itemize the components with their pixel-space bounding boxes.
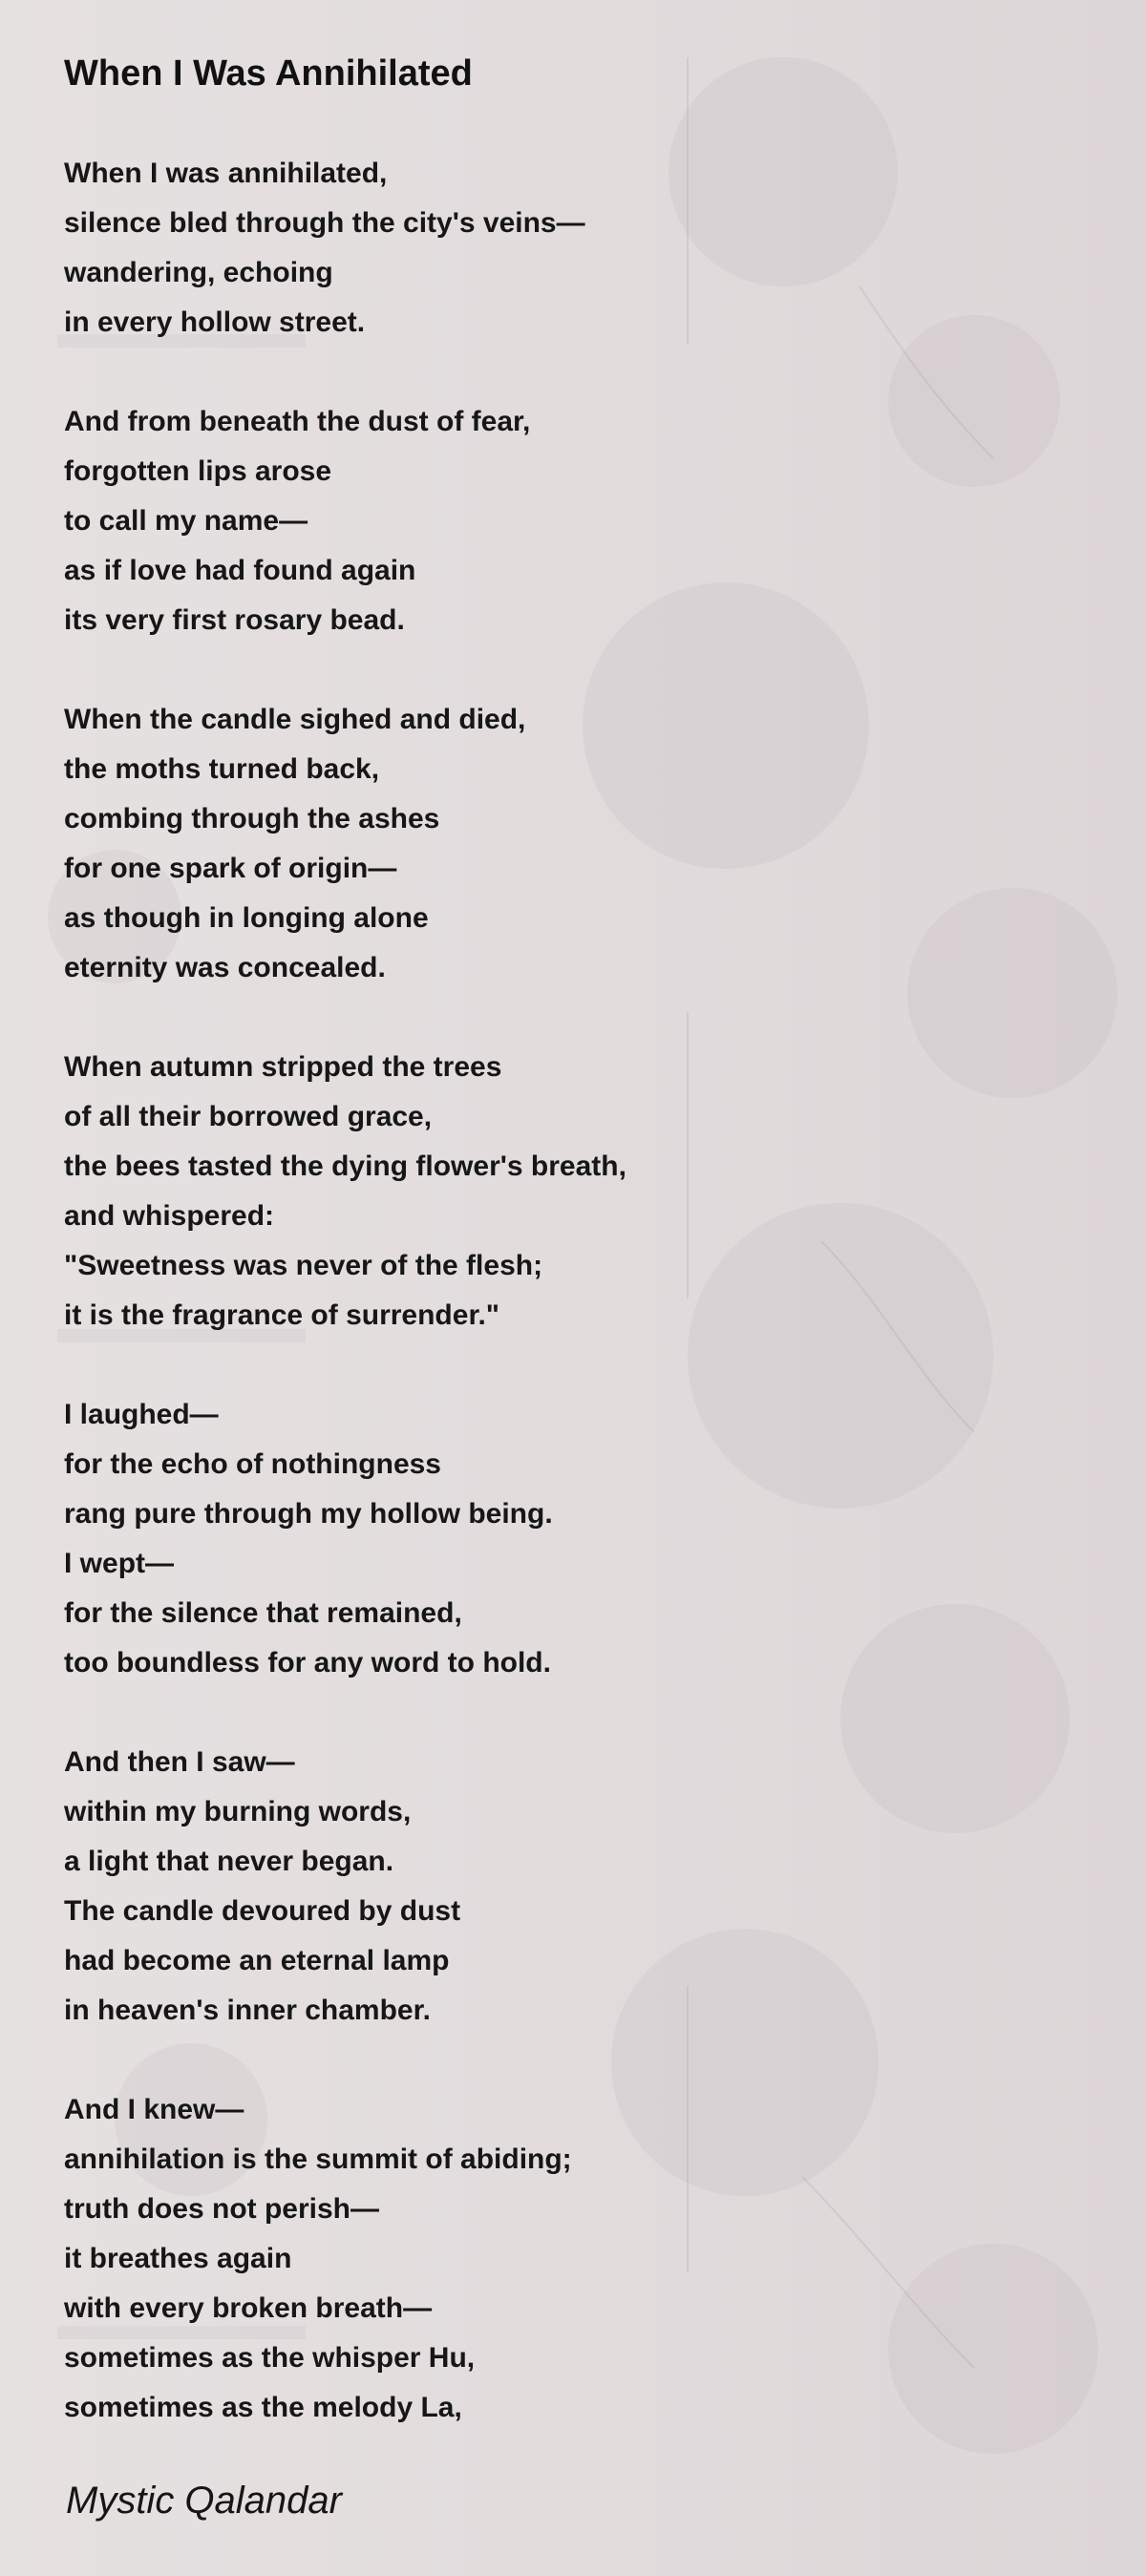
poem-line: wandering, echoing [64,257,333,288]
poem-line: And I knew— [64,2094,244,2125]
poem-line: and whispered: [64,1200,275,1232]
poem-line: I wept— [64,1548,175,1579]
poem-line: truth does not perish— [64,2193,379,2225]
poem-line: for one spark of origin— [64,853,397,884]
poem-line: combing through the ashes [64,803,440,834]
poem-stanza [64,695,1076,993]
poem-line: silence bled through the city's veins— [64,207,585,239]
poem-line: The candle devoured by dust [64,1895,461,1927]
poem-line: eternity was concealed. [64,952,386,983]
poem-line: it is the fragrance of surrender." [64,1299,500,1331]
poem-line: I laughed— [64,1399,219,1430]
poem-line: with every broken breath— [64,2292,433,2324]
poem-line: in every hollow street. [64,306,366,338]
poem-line: had become an eternal lamp [64,1945,450,1976]
poem-stanza [64,397,1076,645]
poem-stanza [64,149,1076,348]
poem-line: When the candle sighed and died, [64,704,526,735]
poem-line: too boundless for any word to hold. [64,1647,551,1679]
poem-line: the moths turned back, [64,753,380,785]
poem-line: its very first rosary bead. [64,604,405,636]
poem-line: When I was annihilated, [64,158,388,189]
poem-line: as if love had found again [64,555,416,586]
poem-title: When I Was Annihilated [64,53,473,94]
poem-line: When autumn stripped the trees [64,1051,502,1083]
poem-line: within my burning words, [64,1796,412,1827]
poem-stanza [64,2085,1076,2433]
poem-line: for the echo of nothingness [64,1448,441,1480]
poem-line: as though in longing alone [64,902,429,934]
poem-stanza [64,1043,1076,1341]
poem-stanzas [64,149,1076,2433]
poem-line: sometimes as the melody La, [64,2392,462,2423]
poem-line: And then I saw— [64,1746,295,1778]
poem-stanza [64,1738,1076,2036]
poem-stanza [64,1390,1076,1688]
poem-line: a light that never began. [64,1846,394,1877]
poem-container [64,50,1076,2482]
poem-line: sometimes as the whisper Hu, [64,2342,476,2374]
poem-line: to call my name— [64,505,308,537]
poem-line: it breathes again [64,2243,292,2274]
poem-line: "Sweetness was never of the flesh; [64,1250,543,1281]
poem-line: in heaven's inner chamber. [64,1995,431,2026]
poem-line: rang pure through my hollow being. [64,1498,553,1530]
poem-line: forgotten lips arose [64,455,332,487]
poem-line: And from beneath the dust of fear, [64,406,531,437]
poem-line: for the silence that remained, [64,1597,462,1629]
poem-line: of all their borrowed grace, [64,1101,433,1132]
poem-line: annihilation is the summit of abiding; [64,2143,572,2175]
poem-line: the bees tasted the dying flower's breath, [64,1151,626,1182]
poem-author: Mystic Qalandar [66,2480,342,2522]
